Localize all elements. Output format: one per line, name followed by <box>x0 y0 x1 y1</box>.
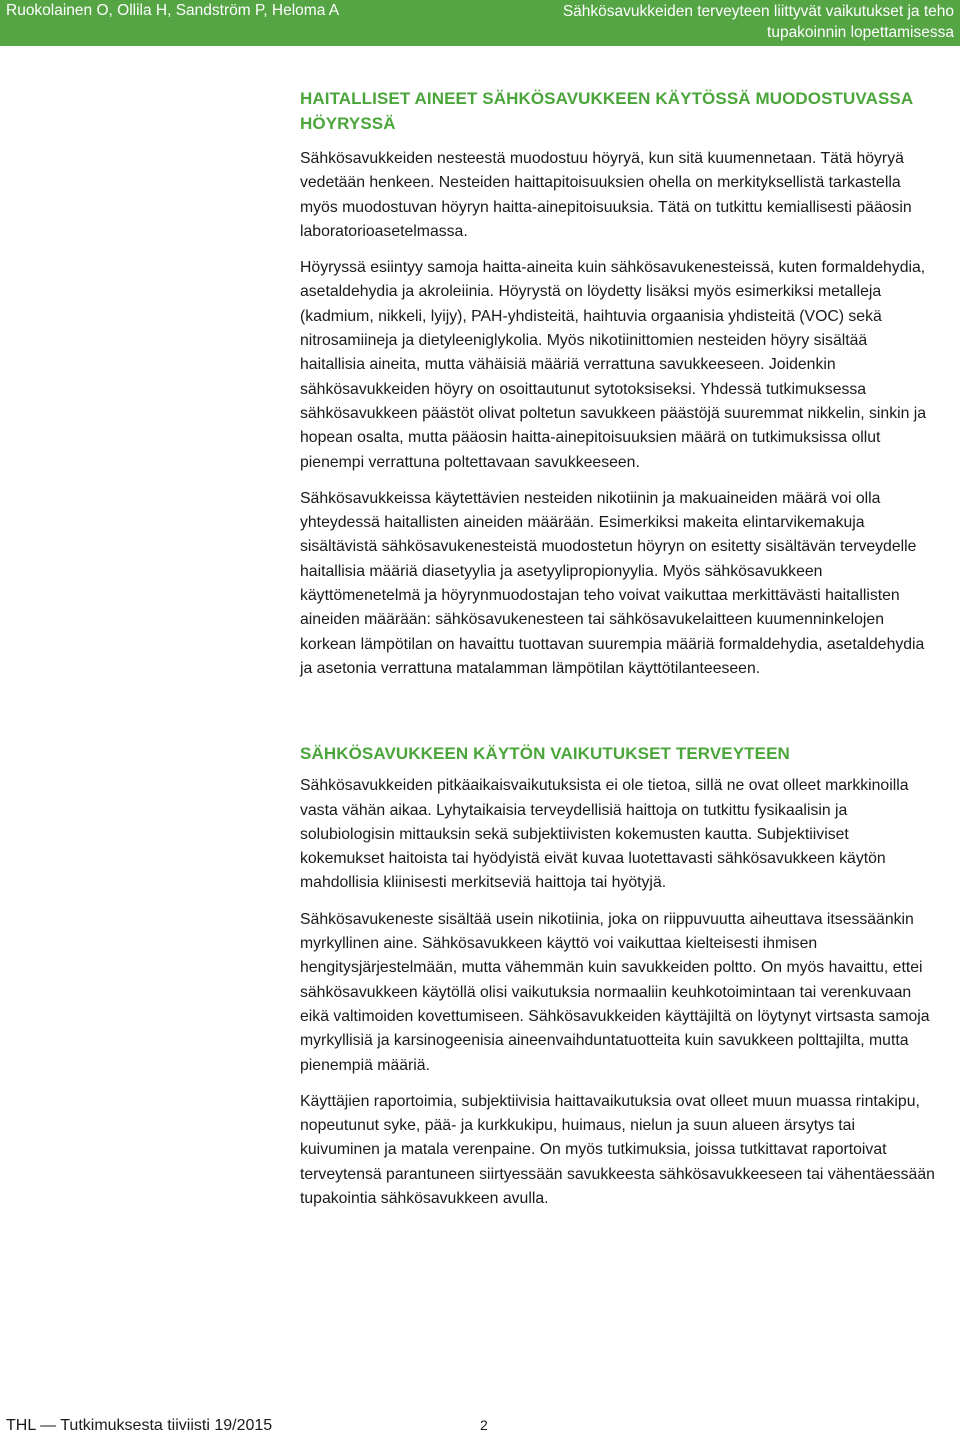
header-title-line-2: tupakoinnin lopettamisessa <box>767 24 954 41</box>
section-spacer <box>300 693 936 741</box>
page-footer <box>0 1411 960 1445</box>
paragraph: Höyryssä esiintyy samoja haitta-aineita kuin sähkösavukenesteissä, kuten formaldehydia, asetaldehydia ja akroleiinia. Höyrystä on löydetty lisäksi myös esimerkiksi metalleja (kadmium, nikkeli, lyijy), PAH-yhdisteitä, haihtuvia orgaanisia yhdisteitä (VOC) sekä nitrosamiineja ja dietyleeniglykolia. Myös nikotiinittomien nesteiden höyry sisältää haitallisia aineita, mutta vähäisiä määriä verrattuna savukkeeseen. Joidenkin sähkösavukkeiden höyry on osoittautunut sytotoksiseksi. Yhdessä tutkimuksessa sähkösavukkeen päästöt olivat poltetun savukkeen päästöjä suuremmat nikkelin, sinkin ja hopean osalta, mutta pääosin haitta-ainepitoisuuksien määrä on tutkimuksissa ollut pienempi verrattuna poltettavaan savukkeeseen. <box>300 259 927 471</box>
paragraph: Käyttäjien raportoimia, subjektiivisia haittavaikutuksia ovat olleet muun muassa rintakipu, nopeutunut syke, pää- ja kurkkukipu, huimaus, nielun ja suun alueen ärsytys tai kuivuminen ja matala verenpaine. On myös tutkimuksia, joissa tutkittavat raportoivat terveytensä parantuneen siirtyessään savukkeesta sähkösavukkeeseen tai vähentäessään tupakointia sähkösavukkeen avulla. <box>300 1092 935 1207</box>
section-heading-harmful-substances: HAITALLISET AINEET SÄHKÖSAVUKKEEN KÄYTÖSSÄ MUODOSTUVASSA HÖYRYSSÄ <box>300 89 913 133</box>
header-title <box>563 1 954 43</box>
footer-publication: THL — Tutkimuksesta tiiviisti 19/2015 <box>6 1417 273 1434</box>
section-harmful-substances <box>300 86 936 681</box>
paragraph: Sähkösavukkeiden pitkäaikaisvaikutuksista ei ole tietoa, sillä ne ovat olleet markkinoilla vasta vähän aikaa. Lyhytaikaisia terveydellisiä haittoja on tutkittu fysikaalisin ja solubiologisin mittauksin sekä subjektiivisten kokemusten kautta. Subjektiiviset kokemukset haitoista tai hyödyistä eivät kuvaa luotettavasti sähkösavukkeen käytön mahdollisia kliinisesti merkitseviä haittoja tai hyötyjä. <box>300 777 909 892</box>
page-header <box>0 0 960 46</box>
article-body <box>300 86 936 1223</box>
paragraph: Sähkösavukkeiden nesteestä muodostuu höyryä, kun sitä kuumennetaan. Tätä höyryä vedetään henkeen. Nesteiden haittapitoisuuksien ohella on merkityksellistä tarkastella myös muodostuvan höyryn haitta-ainepitoisuuksia. Tätä on tutkittu kemiallisesti pääosin laboratorioasetelmassa. <box>300 150 912 240</box>
paragraph: Sähkösavukkeissa käytettävien nesteiden nikotiinin ja makuaineiden määrä voi olla yhteydessä haitallisten aineiden määrään. Esimerkiksi makeita elintarvikemakuja sisältävistä sähkösavukenesteistä muodostetun höyryn on esitetty sisältävän terveydelle haitallisia määriä diasetyylia ja asetyylipropionyylia. Myös sähkösavukkeen käyttömenetelmä ja höyrynmuodostajan teho voivat vaikuttaa merkittävästi haitallisten aineiden määrään: sähkösavukenesteen tai sähkösavukelaitteen kuumenninkelojen korkean lämpötilan on havaittu tuottavan suurempia määriä formaldehydia, asetaldehydia ja asetonia verrattuna matalamman lämpötilan käyttötilanteeseen. <box>300 489 925 677</box>
section-heading-health-effects: SÄHKÖSAVUKKEEN KÄYTÖN VAIKUTUKSET TERVEYTEEN <box>300 744 790 764</box>
paragraph: Sähkösavukeneste sisältää usein nikotiinia, joka on riippuvuutta aiheuttava itsessäänkin myrkyllinen aine. Sähkösavukkeen käyttö voi vaikuttaa kielteisesti ihmisen hengitysjärjestelmään, mutta vähemmän kuin savukkeiden poltto. On myös havaittu, ettei sähkösavukkeen käytöllä olisi vaikutuksia normaaliin keuhkotoimintaan tai verenkuvaan eikä valtimoiden kovettumiseen. Sähkösavukkeiden käyttäjiltä on löytynyt virtsasta samoja myrkyllisiä ja karsinogeenisia aineenvaihduntatuotteita kuin savukkeen polttajilta, mutta pienempiä määriä. <box>300 910 930 1074</box>
page-number: 2 <box>480 1417 488 1433</box>
section-health-effects <box>300 741 936 1211</box>
header-authors: Ruokolainen O, Ollila H, Sandström P, Heloma A <box>6 2 340 19</box>
header-title-line-1: Sähkösavukkeiden terveyteen liittyvät vaikutukset ja teho <box>562 3 954 20</box>
